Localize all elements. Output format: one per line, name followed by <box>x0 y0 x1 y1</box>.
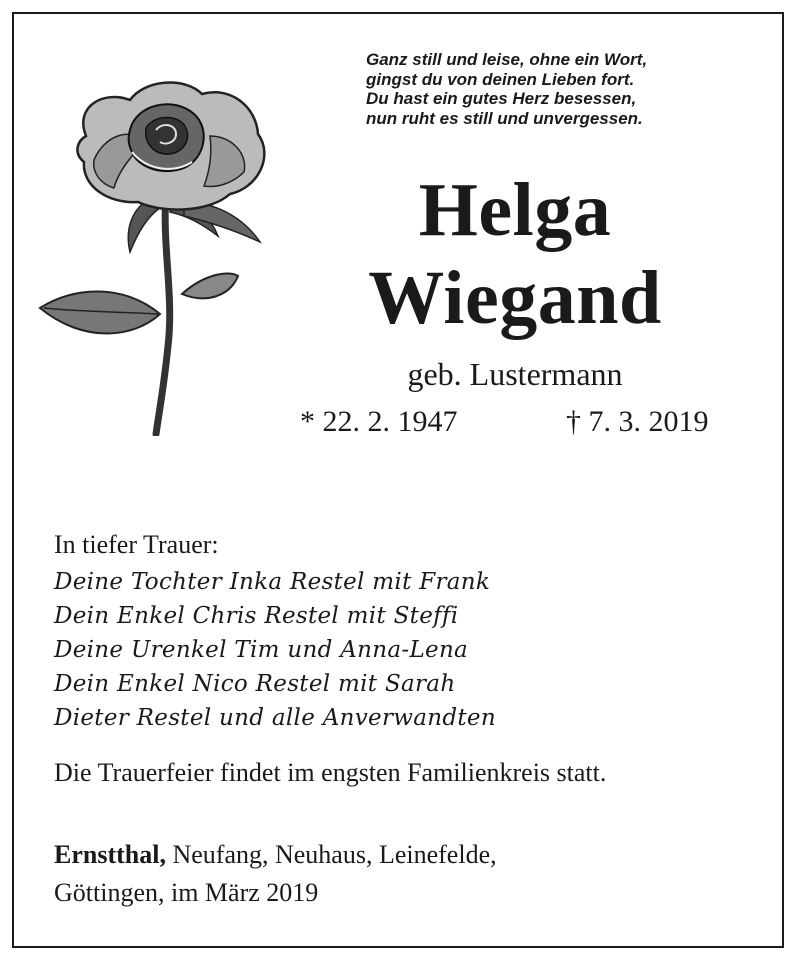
main-place: Ernstthal, <box>54 840 166 869</box>
mourner-line: Dieter Restel und alle Anverwandten <box>54 705 496 731</box>
poem-line: Du hast ein gutes Herz besessen, <box>366 89 637 108</box>
places <box>54 836 746 912</box>
birth-name: geb. Lustermann <box>407 356 623 392</box>
poem-line: nun ruht es still und unvergessen. <box>366 108 643 128</box>
poem-line: Ganz still und leise, ohne ein Wort, <box>366 50 648 69</box>
mourner-line: Dein Enkel Nico Restel mit Sarah <box>54 671 456 697</box>
mourner-line: Deine Tochter Inka Restel mit Frank <box>54 569 491 595</box>
poem <box>366 50 746 128</box>
death-date: † 7. 3. 2019 <box>566 405 709 438</box>
mourners-intro: In tiefer Trauer: <box>54 530 219 559</box>
place-date: Göttingen, im März 2019 <box>54 878 319 907</box>
birth-date: * 22. 2. 1947 <box>300 405 458 438</box>
poem-line: gingst du von deinen Lieben fort. <box>366 69 635 89</box>
other-places: Neufang, Neuhaus, Leinefelde, <box>165 840 497 869</box>
mourner-line: Dein Enkel Chris Restel mit Steffi <box>54 603 459 629</box>
funeral-notice: Die Trauerfeier findet im engsten Familienkreis statt. <box>54 758 607 787</box>
last-name: Wiegand <box>368 256 662 340</box>
rose-icon <box>34 76 274 436</box>
mourners-list <box>54 565 496 735</box>
first-name: Helga <box>418 168 612 252</box>
mourner-line: Deine Urenkel Tim und Anna-Lena <box>54 637 469 663</box>
